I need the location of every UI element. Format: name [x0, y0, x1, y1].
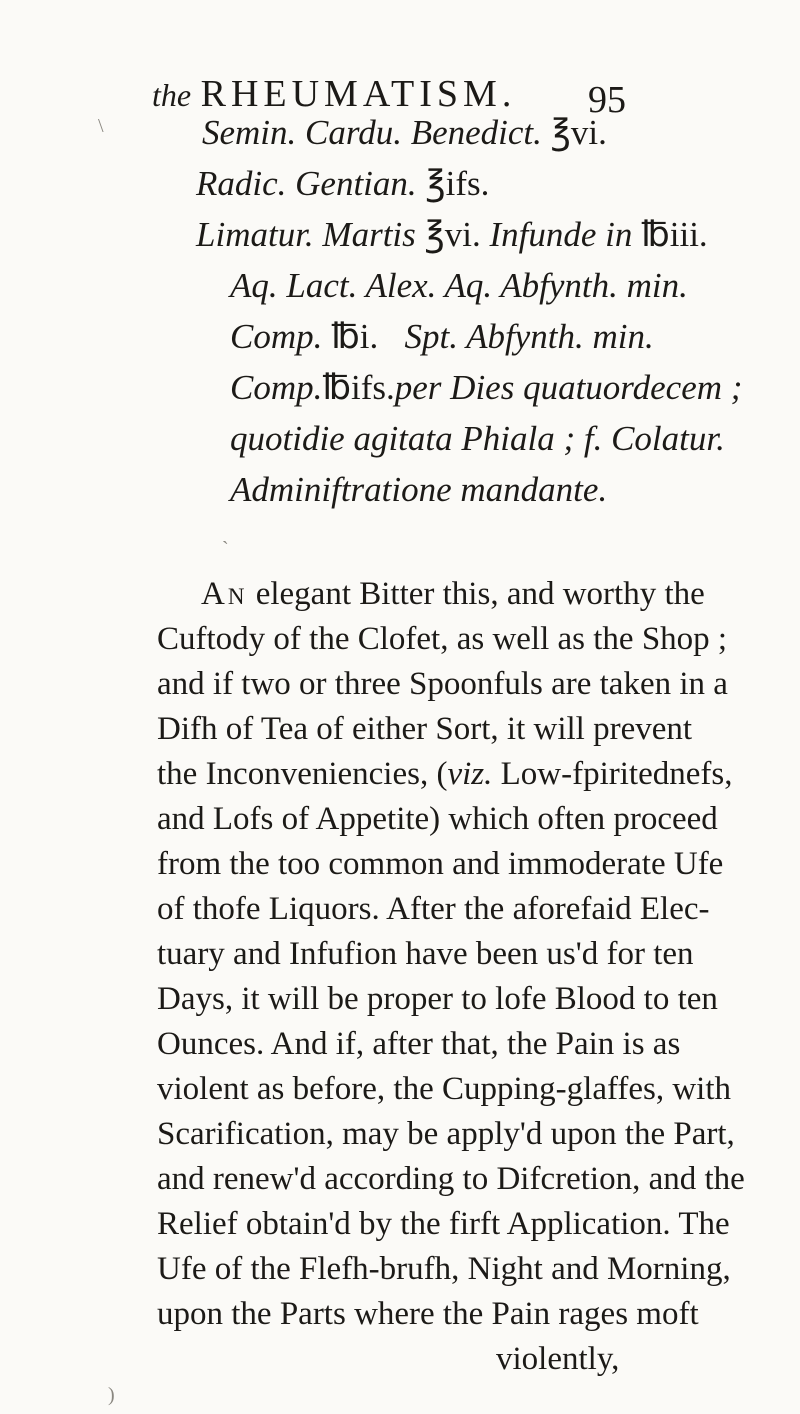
- recipe-line-4: Aq. Lact. Alex. Aq. Abfynth. min.: [230, 266, 688, 305]
- paragraph-line-11: Ounces. And if, after that, the Pain is as: [157, 1026, 681, 1062]
- paragraph-line-5: the Inconveniencies, (viz. Low-fpiritednefs,: [157, 756, 733, 792]
- paragraph-line-2: Cuftody of the Clofet, as well as the Shop ;: [157, 621, 728, 657]
- paragraph-line-1: An elegant Bitter this, and worthy the: [201, 576, 705, 612]
- recipe-line-2: Radic. Gentian. ℥ifs.: [196, 164, 490, 203]
- header-prefix: the: [152, 77, 192, 113]
- edge-mark: ): [108, 1384, 115, 1406]
- recipe-line-3: Limatur. Martis ℥vi. Infunde in ℔iii.: [196, 215, 708, 254]
- paragraph-line-6: and Lofs of Appetite) which often proceed: [157, 801, 718, 837]
- paragraph-line-14: and renew'd according to Difcretion, and the: [157, 1161, 745, 1197]
- paragraph-line-7: from the too common and immoderate Ufe: [157, 846, 724, 882]
- recipe-line-1: Semin. Cardu. Benedict. ℥vi.: [202, 113, 607, 152]
- recipe-line-6: Comp.℔ifs.per Dies quatuordecem ;: [230, 368, 743, 407]
- catchword: violently,: [496, 1341, 620, 1377]
- paragraph-line-3: and if two or three Spoonfuls are taken in a: [157, 666, 728, 702]
- initial-word: An: [201, 576, 248, 612]
- paragraph-line-10: Days, it will be proper to lofe Blood to ten: [157, 981, 718, 1017]
- paragraph-line-13: Scarification, may be apply'd upon the Part,: [157, 1116, 735, 1152]
- page-number: 95: [588, 79, 626, 121]
- paragraph-line-15: Relief obtain'd by the firft Application. The: [157, 1206, 730, 1242]
- paragraph-line-12: violent as before, the Cupping-glaffes, with: [157, 1071, 732, 1107]
- recipe-line-7: quotidie agitata Phiala ; f. Colatur.: [230, 419, 725, 458]
- paragraph-line-9: tuary and Infufion have been us'd for ten: [157, 936, 694, 972]
- stray-mark: `: [222, 538, 229, 560]
- paragraph-line-4: Difh of Tea of either Sort, it will prevent: [157, 711, 693, 747]
- paragraph-line-16: Ufe of the Flefh-brufh, Night and Morning,: [157, 1251, 731, 1287]
- paragraph-line-17: upon the Parts where the Pain rages moft: [157, 1296, 699, 1332]
- margin-mark: \: [98, 115, 104, 137]
- header-title: RHEUMATISM.: [200, 73, 517, 115]
- paragraph-line-8: of thofe Liquors. After the aforefaid Elec-: [157, 891, 710, 927]
- recipe-line-8: Adminiftratione mandante.: [230, 470, 608, 509]
- recipe-line-5: Comp. ℔i. Spt. Abfynth. min.: [230, 317, 654, 356]
